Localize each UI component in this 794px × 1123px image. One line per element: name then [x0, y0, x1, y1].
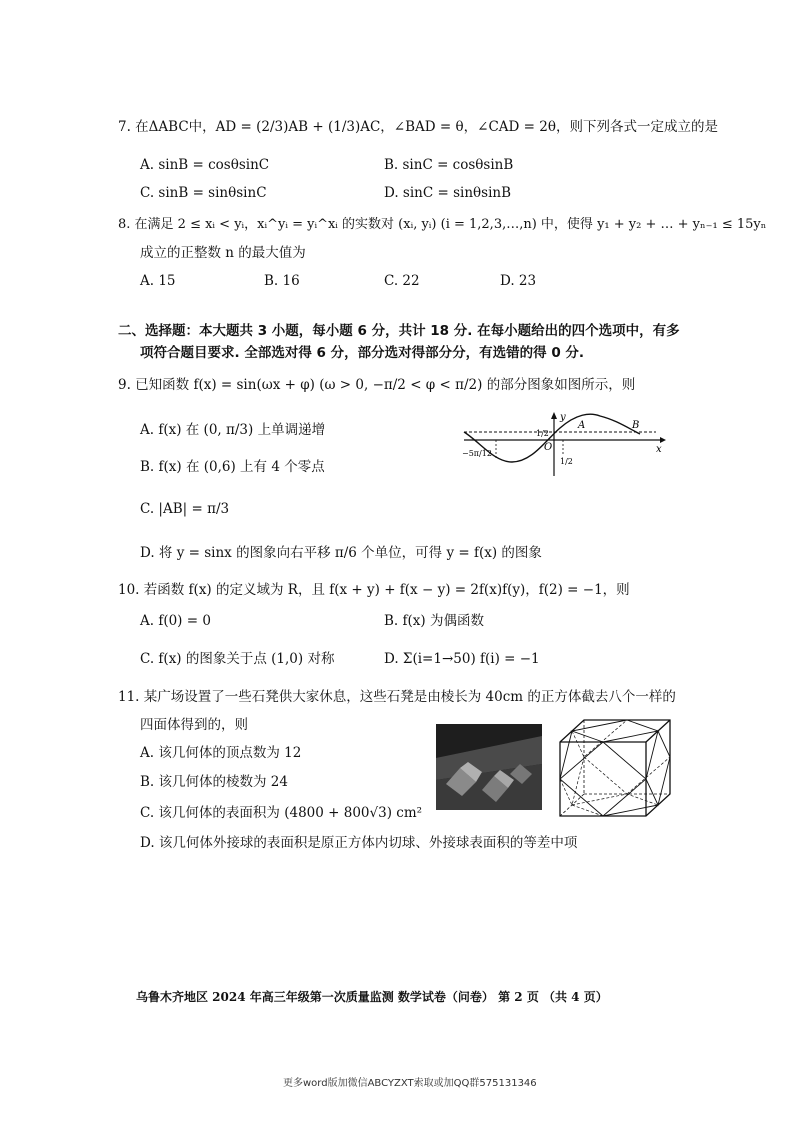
- section2-header-line2: 项符合题目要求. 全部选对得 6 分，部分选对得部分分，有选错的得 0 分.: [140, 345, 585, 361]
- y-axis-arrow: [551, 412, 557, 419]
- watermark-text: 更多word版加微信ABCYZXT索取或加QQ群575131346: [283, 1078, 537, 1089]
- q9-option-c: C. |AB| = π/3: [140, 501, 230, 517]
- q9-option-d: D. 将 y = sinx 的图象向右平移 π/6 个单位，可得 y = f(x) 的图象: [140, 545, 542, 561]
- label-point-a: A: [578, 420, 586, 431]
- q10-option-c: C. f(x) 的图象关于点 (1,0) 对称: [140, 651, 335, 667]
- label-half-y: 1/2: [536, 429, 549, 438]
- q8-option-b: B. 16: [264, 273, 300, 289]
- inner-hidden-edge-3: [572, 794, 658, 805]
- q9-stem: 9. 已知函数 f(x) = sin(ωx + φ) (ω > 0, −π/2 < φ < π/2) 的部分图象如图所示，则: [118, 377, 636, 393]
- q8-option-a: A. 15: [140, 273, 176, 289]
- q7-stem: 7. 在ΔABC中，AD = (2/3)AB + (1/3)AC，∠BAD = θ，∠CAD = 2θ，则下列各式一定成立的是: [118, 119, 718, 135]
- inner-top-face: [572, 720, 658, 742]
- inner-hidden-edge-4: [627, 757, 670, 794]
- stone-bench-photo: [436, 724, 542, 810]
- q8-stem-line2: 成立的正整数 n 的最大值为: [140, 245, 306, 261]
- q10-option-d: D. Σ(i=1→50) f(i) = −1: [384, 651, 540, 667]
- label-x: x: [656, 444, 662, 455]
- q11-option-b: B. 该几何体的棱数为 24: [140, 774, 288, 790]
- label-origin: O: [544, 442, 553, 453]
- truncated-cube-diagram: [556, 716, 674, 820]
- q10-stem: 10. 若函数 f(x) 的定义域为 R，且 f(x + y) + f(x − y) = 2f(x)f(y)，f(2) = −1，则: [118, 582, 630, 598]
- q7-option-b: B. sinC = cosθsinB: [384, 157, 514, 173]
- q8-option-c: C. 22: [384, 273, 420, 289]
- q7-option-c: C. sinB = sinθsinC: [140, 185, 267, 201]
- q11-option-d: D. 该几何体外接球的表面积是原正方体内切球、外接球表面积的等差中项: [140, 835, 578, 851]
- label-neg-5pi-12: −5π/12: [462, 449, 492, 458]
- q9-option-a: A. f(x) 在 (0, π/3) 上单调递增: [140, 422, 326, 438]
- q10-option-b: B. f(x) 为偶函数: [384, 613, 484, 629]
- x-axis-arrow: [660, 437, 666, 443]
- q8-option-d: D. 23: [500, 273, 537, 289]
- label-half-x: 1/2: [560, 457, 573, 466]
- page-footer: 乌鲁木齐地区 2024 年高三年级第一次质量监测 数学试卷（问卷） 第 2 页 （共 4 页）: [136, 990, 608, 1004]
- q11-option-a: A. 该几何体的顶点数为 12: [140, 745, 302, 761]
- q7-option-a: A. sinB = cosθsinC: [140, 157, 270, 173]
- inner-hidden-edge-6: [572, 805, 603, 816]
- inner-hidden-edge-5: [584, 757, 627, 794]
- q9-sine-graph: [460, 410, 666, 478]
- q11-stem-line2: 四面体得到的，则: [140, 717, 248, 733]
- q9-option-b: B. f(x) 在 (0,6) 上有 4 个零点: [140, 459, 325, 475]
- label-y: y: [560, 412, 566, 423]
- label-point-b: B: [632, 420, 640, 431]
- stone-bench-illustration: [436, 724, 542, 810]
- q8-stem-line1: 8. 在满足 2 ≤ xᵢ < yᵢ，xᵢ^yᵢ = yᵢ^xᵢ 的实数对 (xᵢ, yᵢ) (i = 1,2,3,…,n) 中，使得 y₁ + y₂ + … + yₙ₋₁ ≤ 15yₙ: [118, 217, 767, 232]
- inner-edge-bottom: [603, 805, 658, 816]
- q10-option-a: A. f(0) = 0: [140, 613, 211, 629]
- q11-stem-line1: 11. 某广场设置了一些石凳供大家休息，这些石凳是由棱长为 40cm 的正方体截去八个一样的: [118, 689, 676, 705]
- q11-option-c: C. 该几何体的表面积为 (4800 + 800√3) cm²: [140, 805, 423, 821]
- inner-edge-left: [560, 731, 572, 779]
- q7-option-d: D. sinC = sinθsinB: [384, 185, 512, 201]
- section2-header-line1: 二、选择题：本大题共 3 小题，每小题 6 分，共计 18 分. 在每小题给出的四个选项中，有多: [118, 323, 680, 339]
